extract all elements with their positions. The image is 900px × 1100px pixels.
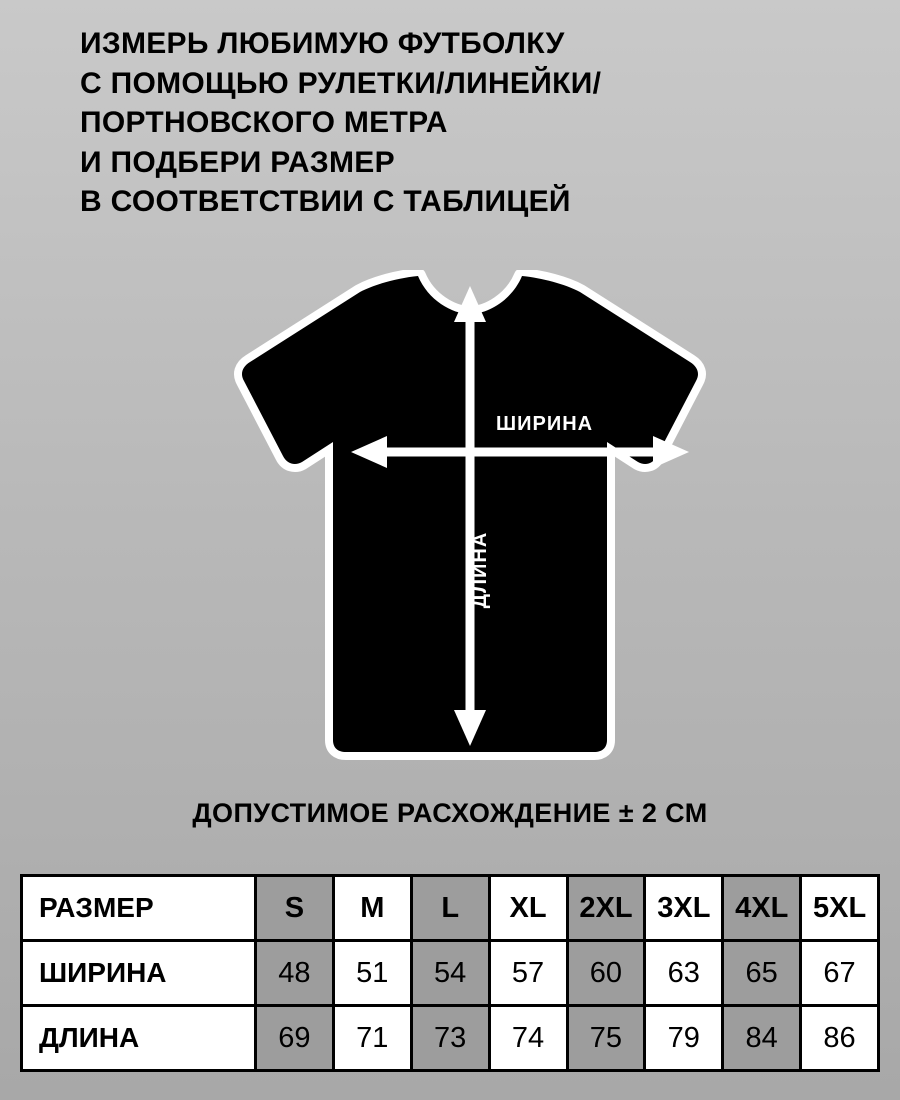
width-value-xl: 57 xyxy=(489,941,567,1006)
size-header-l: L xyxy=(411,876,489,941)
width-value-m: 51 xyxy=(333,941,411,1006)
row-header-size: РАЗМЕР xyxy=(22,876,256,941)
size-header-4xl: 4XL xyxy=(723,876,801,941)
length-value-m: 71 xyxy=(333,1006,411,1071)
width-value-l: 54 xyxy=(411,941,489,1006)
size-chart-table xyxy=(20,874,880,1072)
heading-line-1: ИЗМЕРЬ ЛЮБИМУЮ ФУТБОЛКУ xyxy=(80,27,565,60)
size-header-s: S xyxy=(256,876,334,941)
table-row-width xyxy=(22,941,879,1006)
tshirt-illustration xyxy=(170,270,730,770)
tshirt-measurement-diagram xyxy=(0,270,900,780)
size-header-xl: XL xyxy=(489,876,567,941)
width-value-s: 48 xyxy=(256,941,334,1006)
length-label: ДЛИНА xyxy=(469,531,491,609)
row-header-length: ДЛИНА xyxy=(22,1006,256,1071)
length-value-5xl: 86 xyxy=(801,1006,879,1071)
length-value-2xl: 75 xyxy=(567,1006,645,1071)
table-row-length xyxy=(22,1006,879,1071)
heading-line-2: С ПОМОЩЬЮ РУЛЕТКИ/ЛИНЕЙКИ/ xyxy=(80,66,602,100)
row-header-width: ШИРИНА xyxy=(22,941,256,1006)
heading-line-4: И ПОДБЕРИ РАЗМЕР xyxy=(80,145,395,179)
instruction-heading xyxy=(80,24,840,222)
table-row-header xyxy=(22,876,879,941)
tolerance-note: ДОПУСТИМОЕ РАСХОЖДЕНИЕ ± 2 СМ xyxy=(192,798,708,828)
size-header-2xl: 2XL xyxy=(567,876,645,941)
heading-line-3: ПОРТНОВСКОГО МЕТРА xyxy=(80,106,448,140)
size-header-3xl: 3XL xyxy=(645,876,723,941)
size-header-m: M xyxy=(333,876,411,941)
length-value-3xl: 79 xyxy=(645,1006,723,1071)
width-value-4xl: 65 xyxy=(723,941,801,1006)
length-value-4xl: 84 xyxy=(723,1006,801,1071)
length-value-s: 69 xyxy=(256,1006,334,1071)
length-value-l: 73 xyxy=(411,1006,489,1071)
width-value-2xl: 60 xyxy=(567,941,645,1006)
size-header-5xl: 5XL xyxy=(801,876,879,941)
width-value-5xl: 67 xyxy=(801,941,879,1006)
heading-line-5: В СООТВЕТСТВИИ С ТАБЛИЦЕЙ xyxy=(80,185,571,219)
width-label: ШИРИНА xyxy=(496,413,594,435)
length-value-xl: 74 xyxy=(489,1006,567,1071)
width-value-3xl: 63 xyxy=(645,941,723,1006)
